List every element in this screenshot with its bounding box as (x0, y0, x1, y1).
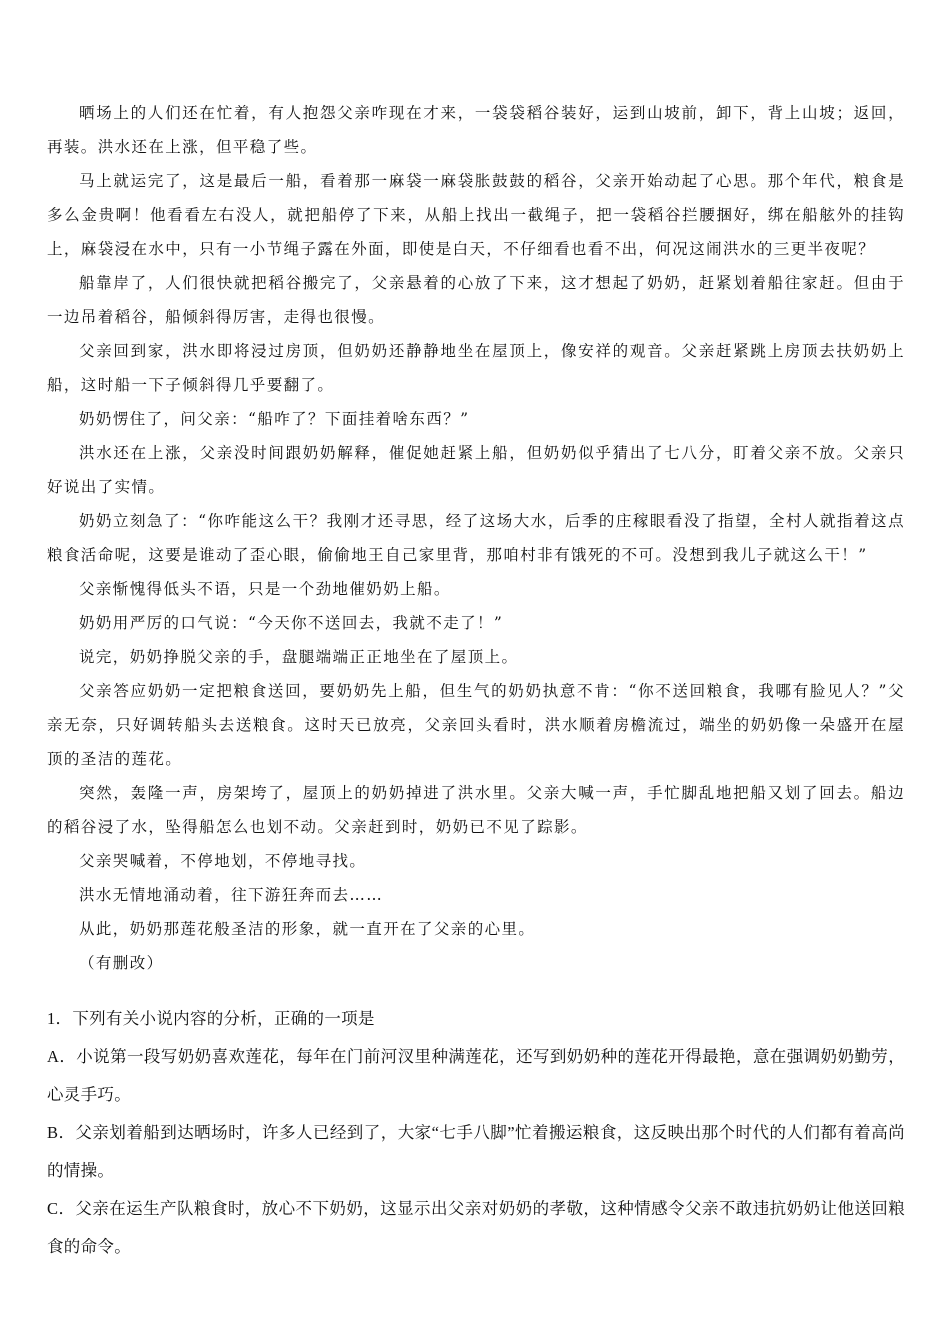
story-paragraph: 洪水还在上涨，父亲没时间跟奶奶解释，催促她赶紧上船，但奶奶似乎猜出了七八分，盯着父亲不放。父亲只好说出了实情。 (47, 444, 905, 496)
story-paragraph: 父亲回到家，洪水即将浸过房顶，但奶奶还静静地坐在屋顶上，像安祥的观音。父亲赶紧跳上房顶去扶奶奶上船，这时船一下子倾斜得几乎要翻了。 (47, 342, 905, 394)
story-paragraph: 船靠岸了，人们很快就把稻谷搬完了，父亲悬着的心放了下来，这才想起了奶奶，赶紧划着船往家赶。但由于一边吊着稻谷，船倾斜得厉害，走得也很慢。 (47, 274, 905, 326)
story-paragraph: 奶奶用严厉的口气说：“今天你不送回去，我就不走了！” (79, 614, 504, 632)
story-paragraph: 奶奶立刻急了：“你咋能这么干？我刚才还寻思，经了这场大水，后季的庄稼眼看没了指望，全村人就指着这点粮食活命呢，这要是谁动了歪心眼，偷偷地王自己家里背，那咱村非有饿死的不可。没想到我儿子就这么干！” (47, 512, 905, 564)
story-paragraph: 马上就运完了，这是最后一船，看着那一麻袋一麻袋胀鼓鼓的稻谷，父亲开始动起了心思。那个年代，粮食是多么金贵啊！他看看左右没人，就把船停了下来，从船上找出一截绳子，把一袋稻谷拦腰捆好，绑在船舷外的挂钩上，麻袋浸在水中，只有一小节绳子露在外面，即使是白天，不仔细看也看不出，何况这闹洪水的三更半夜呢？ (47, 172, 905, 258)
question-option-c: C．父亲在运生产队粮食时，放心不下奶奶，这显示出父亲对奶奶的孝敬，这种情感令父亲不敢违抗奶奶让他送回粮食的命令。 (47, 1199, 905, 1256)
question-stem: 1．下列有关小说内容的分析，正确的一项是 (47, 1009, 375, 1028)
story-paragraph: 从此，奶奶那莲花般圣洁的形象，就一直开在了父亲的心里。 (79, 920, 536, 938)
story-paragraph: 父亲答应奶奶一定把粮食送回，要奶奶先上船，但生气的奶奶执意不肯：“你不送回粮食，我哪有脸见人？”父亲无奈，只好调转船头去送粮食。这时天已放亮，父亲回头看时，洪水顺着房檐流过，端坐的奶奶像一朵盛开在屋顶的圣洁的莲花。 (47, 682, 905, 768)
question-option-a: A．小说第一段写奶奶喜欢莲花，每年在门前河汊里种满莲花，还写到奶奶种的莲花开得最艳，意在强调奶奶勤劳，心灵手巧。 (47, 1047, 905, 1104)
story-paragraph: 父亲哭喊着，不停地划，不停地寻找。 (79, 852, 367, 870)
story-text (47, 96, 905, 980)
question-block (47, 1000, 905, 1266)
story-paragraph: 奶奶愣住了，问父亲：“船咋了？下面挂着啥东西？” (79, 410, 470, 428)
story-paragraph: 洪水无情地涌动着，往下游狂奔而去…… (79, 886, 384, 904)
question-option-b: B．父亲划着船到达晒场时，许多人已经到了，大家“七手八脚”忙着搬运粮食，这反映出那个时代的人们都有着高尚的情操。 (47, 1123, 905, 1180)
source-note: （有删改） (79, 954, 164, 972)
story-paragraph: 突然，轰隆一声，房架垮了，屋顶上的奶奶掉进了洪水里。父亲大喊一声，手忙脚乱地把船又划了回去。船边的稻谷浸了水，坠得船怎么也划不动。父亲赶到时，奶奶已不见了踪影。 (47, 784, 905, 836)
story-paragraph: 晒场上的人们还在忙着，有人抱怨父亲咋现在才来，一袋袋稻谷装好，运到山坡前，卸下，背上山坡；返回，再装。洪水还在上涨，但平稳了些。 (47, 104, 905, 156)
story-paragraph: 说完，奶奶挣脱父亲的手，盘腿端端正正地坐在了屋顶上。 (79, 648, 519, 666)
story-paragraph: 父亲惭愧得低头不语，只是一个劲地催奶奶上船。 (79, 580, 451, 598)
